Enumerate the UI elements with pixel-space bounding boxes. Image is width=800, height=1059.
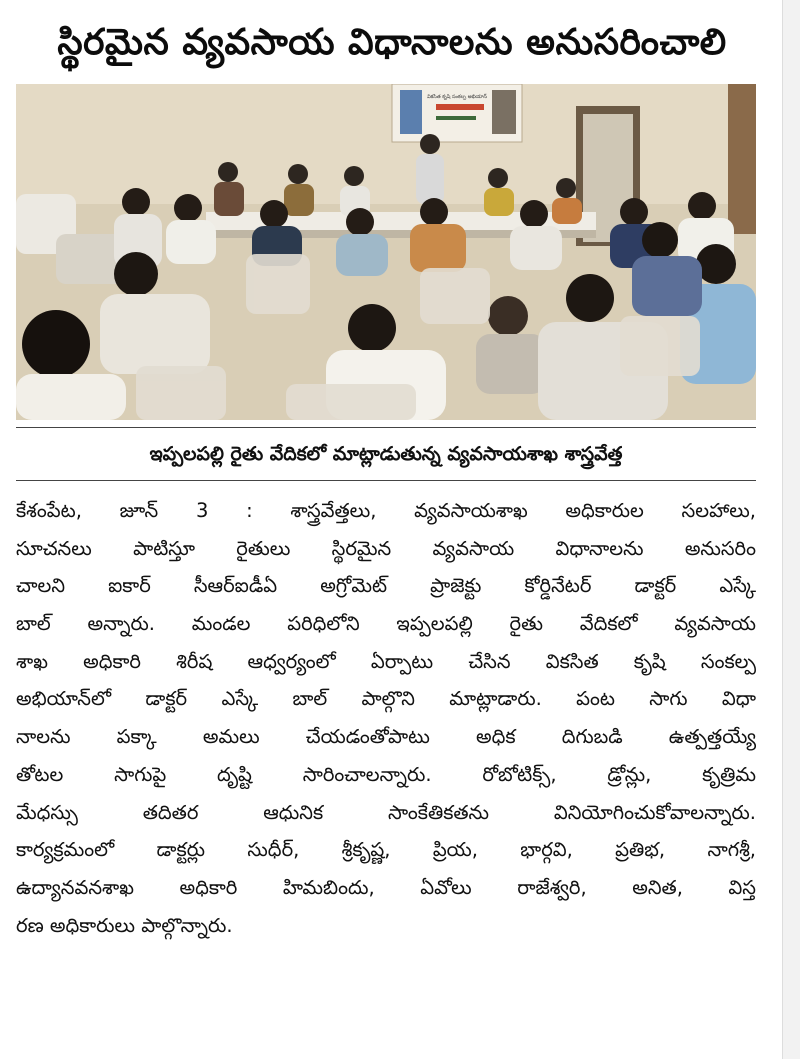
event-banner xyxy=(392,84,522,142)
banner-text: వికసిత కృషి సంకల్ప అభియాన్ xyxy=(427,94,487,100)
body-line: అభియాన్‌లో డాక్టర్ ఎస్కే బాల్ పాల్గొని మాట్లాడారు. పంట సాగు విధా xyxy=(16,687,756,711)
body-line: సూచనలు పాటిస్తూ రైతులు స్థిరమైన వ్యవసాయ విధానాలను అనుసరిం xyxy=(16,536,756,560)
body-line: నాలను పక్కా అమలు చేయడంతోపాటు అధిక దిగుబడి ఉత్పత్తయ్యే xyxy=(16,725,756,749)
caption-bottom-rule xyxy=(16,480,756,481)
body-line: కార్యక్రమంలో డాక్టర్లు సుధీర్, శ్రీకృష్ణ, ప్రియ, భార్గవి, ప్రతిభ, నాగశ్రీ, xyxy=(16,838,756,862)
article-body xyxy=(16,492,756,944)
body-line: శాఖ అధికారి శిరీష ఆధ్వర్యంలో ఏర్పాటు చేసిన వికసిత కృషి సంకల్ప xyxy=(16,649,756,673)
photo-caption: ఇప్పలపల్లి రైతు వేదికలో మాట్లాడుతున్న వ్యవసాయశాఖ శాస్త్రవేత్త xyxy=(149,443,623,465)
body-line: బాల్ అన్నారు. మండల పరిధిలోని ఇప్పలపల్లి రైతు వేదికలో వ్యవసాయ xyxy=(16,612,756,636)
caption-top-rule xyxy=(16,427,756,428)
scan-edge xyxy=(782,0,800,1059)
article-headline: స్థిరమైన వ్యవసాయ విధానాలను అనుసరించాలి xyxy=(57,22,727,63)
body-line: తోటల సాగుపై దృష్టి సారించాలన్నారు. రోబోటిక్స్, డ్రోన్లు, కృత్రిమ xyxy=(16,762,756,786)
body-line: కేశంపేట, జూన్ 3 : శాస్త్రవేత్తలు, వ్యవసాయశాఖ అధికారుల సలహాలు, xyxy=(16,499,756,522)
body-line: ఉద్యానవనశాఖ అధికారి హిమబిందు, ఏవోలు రాజేశ్వరి, అనిత, విస్త xyxy=(16,875,756,899)
article-photo xyxy=(16,84,756,420)
body-line: రణ అధికారులు పాల్గొన్నారు. xyxy=(16,913,233,937)
body-line: చాలని ఐకార్ సీఆర్ఐడీఏ అగ్రోమెట్ ప్రాజెక్టు కోర్డినేటర్ డాక్టర్ ఎస్కే xyxy=(16,574,756,598)
body-line: మేధస్సు తదితర ఆధునిక సాంకేతికతను వినియోగించుకోవాలన్నారు. xyxy=(16,800,756,824)
